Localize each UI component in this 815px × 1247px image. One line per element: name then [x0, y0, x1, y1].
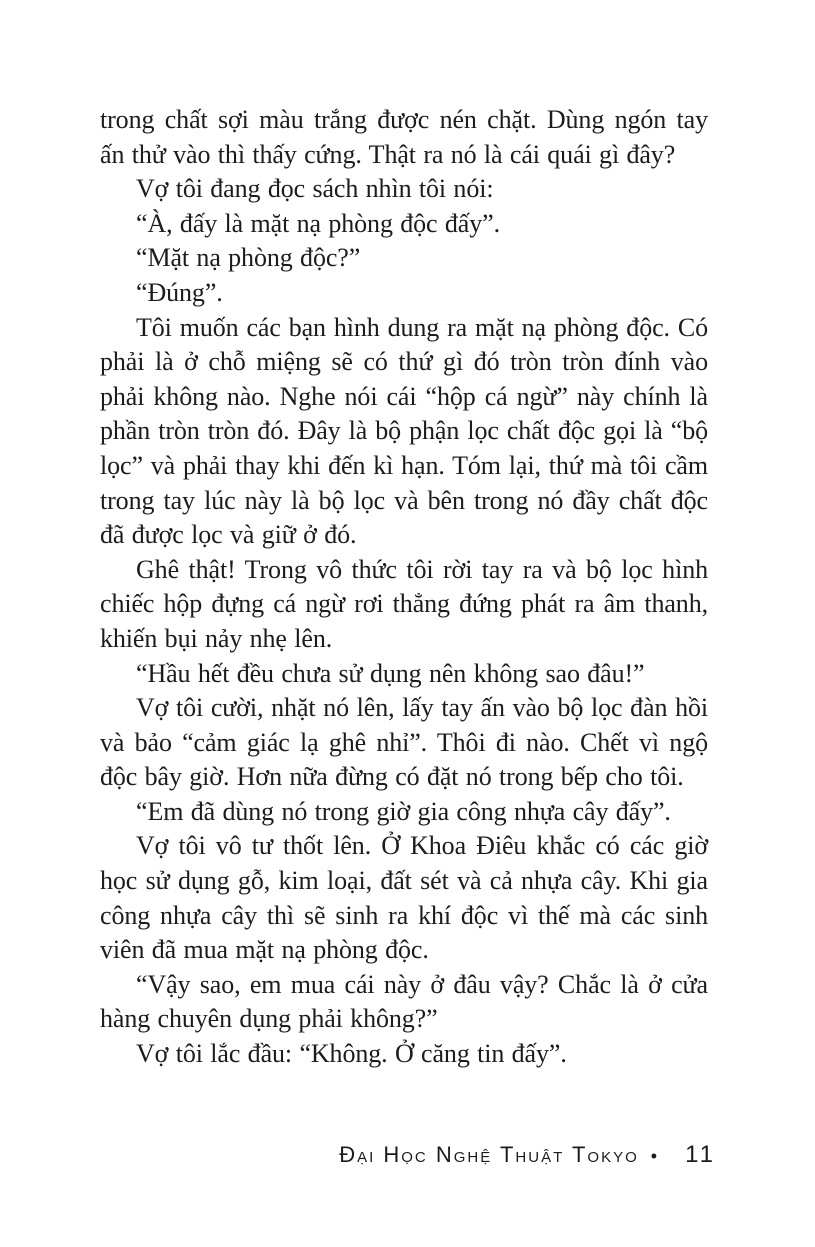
separator-dot-icon: •	[650, 1146, 660, 1166]
body-paragraph: Vợ tôi vô tư thốt lên. Ở Khoa Điêu khắc có các giờ học sử dụng gỗ, kim loại, đất sét và cả nhựa cây. Khi gia công nhựa cây thì sẽ sinh ra khí độc vì thế mà các sinh viên đã mua mặt nạ phòng độc.	[100, 831, 708, 965]
page-footer	[339, 1141, 716, 1169]
body-paragraph: Vợ tôi lắc đầu: “Không. Ở căng tin đấy”.	[136, 1039, 567, 1069]
body-paragraph: Vợ tôi đang đọc sách nhìn tôi nói:	[136, 174, 494, 204]
body-paragraph: “Mặt nạ phòng độc?”	[136, 243, 361, 273]
page-body-text	[100, 103, 708, 1072]
body-paragraph: Tôi muốn các bạn hình dung ra mặt nạ phòng độc. Có phải là ở chỗ miệng sẽ có thứ gì đó tròn tròn đính vào phải không nào. Nghe nói cái “hộp cá ngừ” này chính là phần tròn tròn đó. Đây là bộ phận lọc chất độc gọi là “bộ lọc” và phải thay khi đến kì hạn. Tóm lại, thứ mà tôi cầm trong tay lúc này là bộ lọc và bên trong nó đầy chất độc đã được lọc và giữ ở đó.	[100, 312, 708, 550]
body-paragraph: trong chất sợi màu trắng được nén chặt. Dùng ngón tay ấn thử vào thì thấy cứng. Thật ra nó là cái quái gì đây?	[100, 105, 708, 169]
body-paragraph: “Em đã dùng nó trong giờ gia công nhựa cây đấy”.	[136, 796, 671, 826]
body-paragraph: Vợ tôi cười, nhặt nó lên, lấy tay ấn vào bộ lọc đàn hồi và bảo “cảm giác lạ ghê nhỉ”. Thôi đi nào. Chết vì ngộ độc bây giờ. Hơn nữa đừng có đặt nó trong bếp cho tôi.	[100, 693, 708, 792]
body-paragraph: “Đúng”.	[136, 277, 223, 307]
body-paragraph: “Vậy sao, em mua cái này ở đâu vậy? Chắc là ở cửa hàng chuyên dụng phải không?”	[100, 969, 708, 1034]
body-paragraph: Ghê thật! Trong vô thức tôi rời tay ra và bộ lọc hình chiếc hộp đựng cá ngừ rơi thẳng đứng phát ra âm thanh, khiến bụi nảy nhẹ lên.	[100, 554, 708, 653]
page-number: 11	[685, 1141, 716, 1168]
running-title: Đại Học Nghệ Thuật Tokyo	[339, 1142, 639, 1167]
body-paragraph: “À, đấy là mặt nạ phòng độc đấy”.	[136, 208, 500, 238]
body-paragraph: “Hầu hết đều chưa sử dụng nên không sao đâu!”	[136, 658, 645, 688]
